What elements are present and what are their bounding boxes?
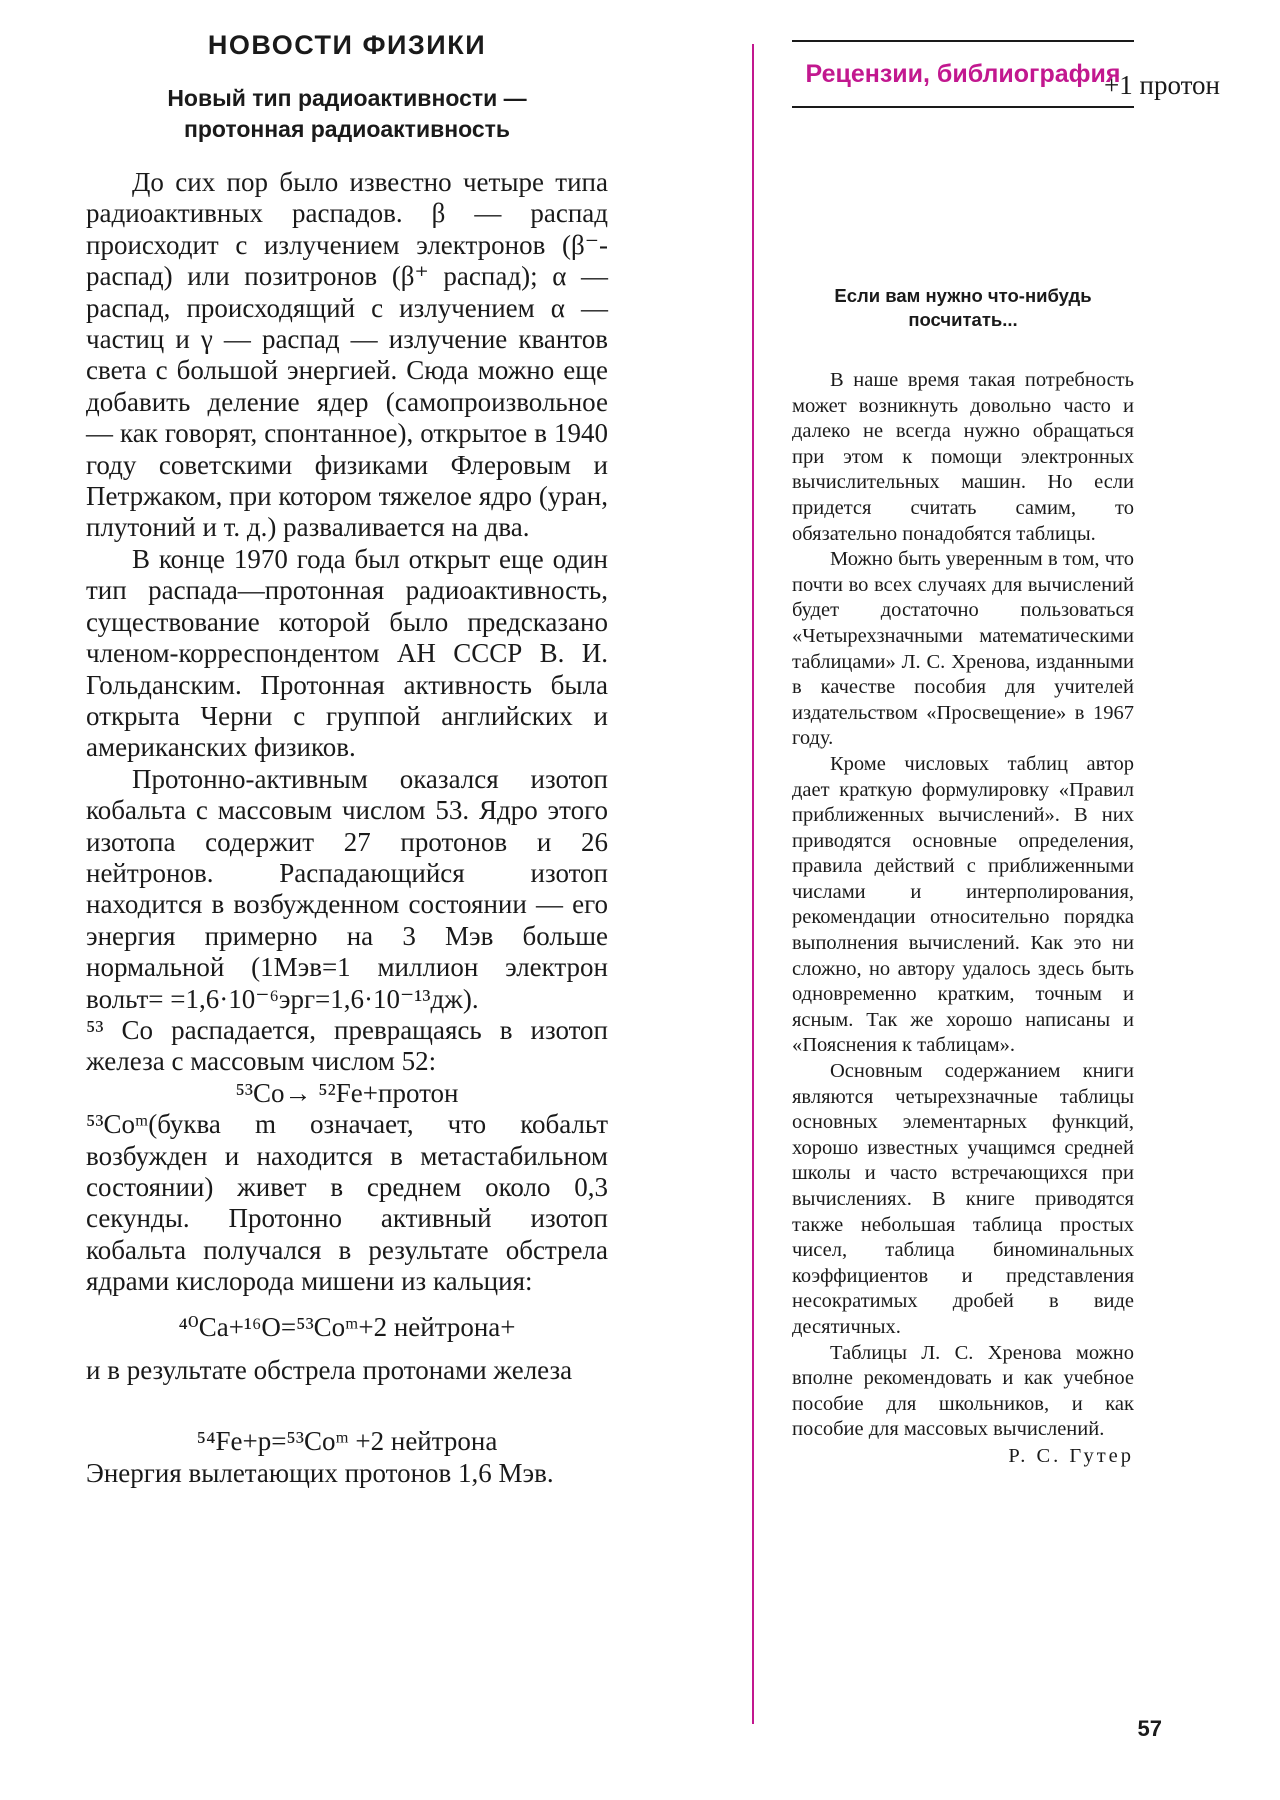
- article-title: [86, 83, 608, 145]
- paragraph-2: В конце 1970 года был открыт еще один тип распада—протонная радиоактивность, существование которой было предсказано членом-корреспондентом АН СССР В. И. Гольданским. Протонная активность была открыта Черни с группой английских и американских физиков.: [86, 543, 608, 763]
- formula-cobalt-decay: ⁵³Co→ ⁵²Fe+протон: [235, 1077, 459, 1108]
- paragraph-6: и в результате обстрела протонами железа: [86, 1355, 573, 1386]
- page-number: 57: [1137, 1716, 1162, 1741]
- review-paragraph-3: Кроме числовых таблиц автор дает краткую формулировку «Правил приближенных вычислений». В них приводятся основные определения, правила действий с приближенными числами и интерполирования, рекомендации относительно порядка выполнения вычислений. Как это ни сложно, но автору удалось здесь быть одновременно кратким, точным и ясным. Так же хорошо написаны и «Пояснения к таблицам».: [792, 752, 1134, 1057]
- rubric-rule-bottom: [792, 106, 1134, 108]
- review-title: [792, 284, 1134, 332]
- rubric-heading: Рецензии, библиография: [805, 60, 1121, 88]
- review-signature: Р. С. Гутер: [1008, 1444, 1134, 1467]
- section-heading: НОВОСТИ ФИЗИКИ: [207, 30, 487, 60]
- review-title-line-1: Если вам нужно что-нибудь: [834, 285, 1092, 306]
- rubric-rule-top: [792, 40, 1134, 42]
- column-divider: [752, 44, 754, 1724]
- formula-calcium-reaction-line-1: ⁴⁰Ca+¹⁶O=⁵³Coᵐ+2 нейтрона+: [178, 1311, 516, 1342]
- review-paragraph-1: В наше время такая потребность может возникнуть довольно часто и далеко не всегда нужно обращаться при этом к помощи электронных вычислительных машин. Но если придется считать самим, то обязательно понадобятся таблицы.: [792, 369, 1134, 545]
- review-paragraph-5: Таблицы Л. С. Хренова можно вполне рекомендовать и как учебное пособие для школьников, и как пособие для массовых вычислений.: [792, 1341, 1134, 1441]
- article-title-line-1: Новый тип радиоактивности —: [167, 85, 527, 111]
- paragraph-7: Энергия вылетающих протонов 1,6 Мэв.: [86, 1457, 554, 1488]
- formula-calcium-reaction-line-2: +1 протон: [1104, 70, 1220, 100]
- paragraph-5: ⁵³Coᵐ(буква m означает, что кобальт возбужден и находится в метастабильном состоянии) живет в среднем около 0,3 секунды. Протонно активный изотоп кобальта получался в результате обстрела ядрами кислорода мишени из кальция:: [86, 1109, 608, 1297]
- paragraph-1: До сих пор было известно четыре типа радиоактивных распадов. β — распад происходит с излучением электронов (β⁻- распад) или позитронов (β⁺ распад); α — распад, происходящий с излучением α — частиц и γ — распад — излучение квантов света с большой энергией. Сюда можно еще добавить деление ядер (самопроизвольное — как говорят, спонтанное), открытое в 1940 году советскими физиками Флеровым и Петржаком, при котором тяжелое ядро (уран, плутоний и т. д.) разваливается на два.: [86, 167, 608, 543]
- formula-iron-reaction: ⁵⁴Fe+p=⁵³Coᵐ +2 нейтрона: [196, 1426, 498, 1457]
- paragraph-3: Протонно-активным оказался изотоп кобальта с массовым числом 53. Ядро этого изотопа содержит 27 протонов и 26 нейтронов. Распадающийся изотоп находится в возбужденном состоянии — его энергия примерно на 3 Мэв больше нормальной (1Мэв=1 миллион электрон вольт= =1,6·10⁻⁶эрг=1,6·10⁻¹³дж).: [86, 763, 608, 1014]
- review-column: [792, 40, 1134, 1469]
- article-title-line-2: протонная радиоактивность: [183, 116, 511, 142]
- review-paragraph-4: Основным содержанием книги являются четырехзначные таблицы основных элементарных функций, хорошо известных учащимся средней школы и часто встречающихся при вычислениях. В книге приводятся также небольшая таблица простых чисел, таблица биноминальных коэффициентов и представления несократимых дробей в виде десятичных.: [792, 1060, 1134, 1338]
- review-title-line-2: посчитать...: [908, 309, 1018, 330]
- review-paragraph-2: Можно быть уверенным в том, что почти во всех случаях для вычислений будет достаточно пользоваться «Четырехзначными математическими таблицами» Л. С. Хренова, изданными в качестве пособия для учителей издательством «Просвещение» в 1967 году.: [792, 548, 1134, 750]
- paragraph-4: ⁵³ Co распадается, превращаясь в изотоп железа с массовым числом 52:: [86, 1014, 608, 1077]
